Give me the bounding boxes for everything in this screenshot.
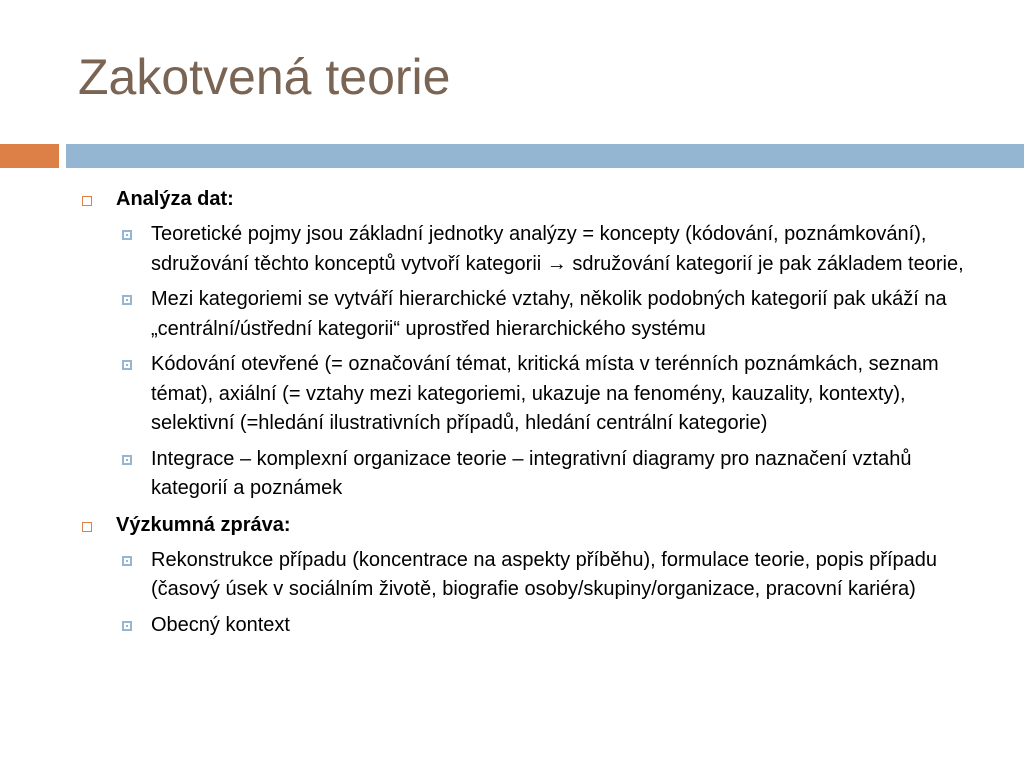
list-item xyxy=(122,546,992,605)
filled-square-icon xyxy=(122,455,132,465)
section-analyza-dat xyxy=(82,184,992,504)
list-item xyxy=(122,611,992,641)
section-label: Výzkumná zpráva: xyxy=(116,513,291,536)
list-item-text: Obecný kontext xyxy=(151,613,290,636)
list-item-text: Teoretické pojmy jsou základní jednotky analýzy = koncepty (kódování, poznámkování), sdružování těchto konceptů vytvoří kategorii → sdružování kategorií je pak základem teorie, xyxy=(151,223,964,275)
hollow-square-icon xyxy=(82,196,92,206)
list-item-text: Integrace – komplexní organizace teorie – integrativní diagramy pro naznačení vztahů kategorií a poznámek xyxy=(151,447,912,499)
section-label: Analýza dat: xyxy=(116,188,234,210)
section-vyzkumna-zprava xyxy=(82,510,992,641)
filled-square-icon xyxy=(122,621,132,631)
accent-band-orange xyxy=(0,144,59,168)
section-heading xyxy=(82,510,992,540)
list-item-text: Mezi kategoriemi se vytváří hierarchické vztahy, několik podobných kategorií pak ukáží na „centrální/ústřední kategorii“ uprostřed hierarchického systému xyxy=(151,288,947,340)
list-item xyxy=(122,285,992,344)
section-heading xyxy=(82,184,992,214)
list-item xyxy=(122,350,992,439)
filled-square-icon xyxy=(122,556,132,566)
accent-band-blue xyxy=(66,144,1024,168)
list-item xyxy=(122,445,992,504)
list-item xyxy=(122,220,992,279)
list-item-text: Kódování otevřené (= označování témat, kritická místa v terénních poznámkách, seznam témat), axiální (= vztahy mezi kategoriemi, ukazuje na fenomény, kauzality, kontexty), selektivní (=hledání ilustrativních případů, hledání centrální kategorie) xyxy=(151,353,939,434)
filled-square-icon xyxy=(122,230,132,240)
slide-title: Zakotvená teorie xyxy=(78,49,451,105)
slide-body xyxy=(82,184,992,646)
hollow-square-icon xyxy=(82,522,92,532)
filled-square-icon xyxy=(122,295,132,305)
filled-square-icon xyxy=(122,360,132,370)
list-item-text: Rekonstrukce případu (koncentrace na aspekty příběhu), formulace teorie, popis případu (časový úsek v sociálním životě, biografie osoby/skupiny/organizace, pracovní kariéra) xyxy=(151,548,937,600)
